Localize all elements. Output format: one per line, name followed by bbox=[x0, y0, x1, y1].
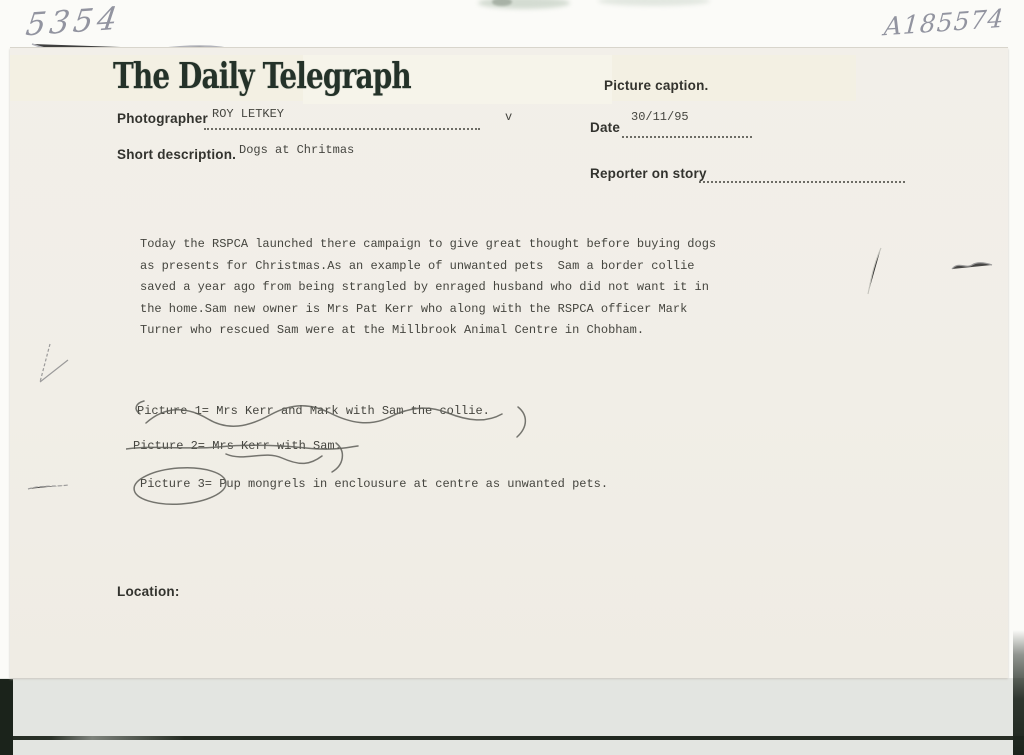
handwritten-number-top-left: 5354 bbox=[23, 0, 124, 44]
check-tick: v bbox=[505, 110, 513, 124]
photographer-value: ROY LETKEY bbox=[212, 107, 285, 121]
margin-check-mark bbox=[34, 340, 74, 390]
picture-2-caption: Picture 2= Mrs Kerr with Sam. bbox=[133, 439, 342, 453]
picture-1-caption: Picture 1= Mrs Kerr and Mark with Sam the collie. bbox=[137, 404, 490, 418]
photographer-label: Photographer bbox=[117, 111, 208, 126]
picture-3-caption: Picture 3= Pup mongrels in enclousure at centre as unwanted pets. bbox=[140, 477, 609, 491]
edge-scribble-mark bbox=[950, 256, 996, 278]
date-label: Date bbox=[590, 120, 621, 135]
date-value: 30/11/95 bbox=[631, 110, 689, 124]
masthead-title: The Daily Telegraph bbox=[113, 56, 411, 98]
short-description-value: Dogs at Chritmas bbox=[239, 143, 355, 157]
faint-slash-mark bbox=[866, 246, 884, 298]
bottom-edge-line bbox=[0, 736, 1024, 740]
short-description-label: Short description. bbox=[117, 147, 237, 162]
body-line: Turner who rescued Sam were at the Millbrook Animal Centre in Chobham. bbox=[140, 323, 645, 337]
right-edge-dark-strip bbox=[1013, 630, 1024, 755]
backing-grey-strip bbox=[0, 678, 1024, 755]
picture-caption-label: Picture caption. bbox=[604, 78, 709, 93]
reporter-label: Reporter on story bbox=[590, 166, 707, 181]
reporter-line bbox=[699, 167, 905, 183]
body-line: saved a year ago from being strangled by enraged husband who did not want it in bbox=[140, 280, 709, 294]
location-label: Location: bbox=[117, 584, 180, 599]
handwritten-number-top-right: A185574 bbox=[883, 3, 1006, 42]
top-smudge bbox=[598, 0, 710, 6]
picture-3-row bbox=[132, 464, 632, 512]
bottom-left-dark-corner bbox=[0, 679, 13, 755]
caption-body bbox=[140, 234, 716, 342]
body-line: as presents for Christmas.As an example of unwanted pets Sam a border collie bbox=[140, 258, 695, 273]
body-line: Today the RSPCA launched there campaign to give great thought before buying dogs bbox=[140, 237, 717, 251]
body-line: the home.Sam new owner is Mrs Pat Kerr who along with the RSPCA officer Mark bbox=[140, 301, 688, 316]
margin-dash-mark bbox=[26, 480, 72, 494]
